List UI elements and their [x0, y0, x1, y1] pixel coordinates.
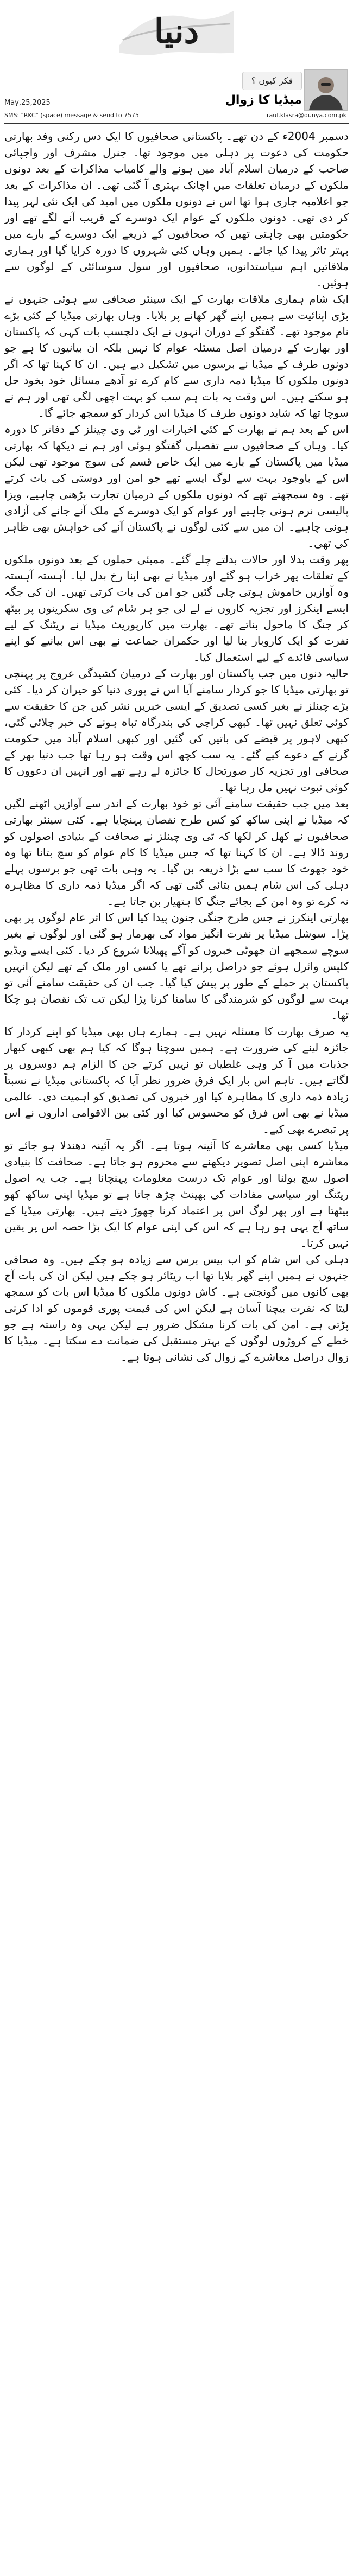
author-email: rauf.klasra@dunya.com.pk [267, 112, 346, 119]
masthead-title: دنیا [154, 11, 199, 51]
article-paragraph: بھارتی اینکرز نے جس طرح جنگی جنون پیدا کیا اس کا اثر عام لوگوں پر بھی پڑا۔ سوشل میڈیا پر نفرت انگیز مواد کی بھرمار ہو گئی اور لوگوں نے بغیر سوچے سمجھے ان جھوٹی خبروں کو آگے پھیلانا شروع کر دیا۔ کئی ایسے ویڈیو کلپس وائرل ہوئے جو دراصل پرانے تھے یا کسی اور ملک کے تھے لیکن انہیں پاکستان پر حملے کے طور پر پیش کیا گیا۔ جب ان کی حقیقت سامنے آئی تو بہت سے لوگوں کو شرمندگی کا سامنا کرنا پڑا لیکن تب تک نقصان ہو چکا تھا۔ [4, 911, 349, 1022]
article-paragraph: اس کے بعد ہم نے بھارت کے کئی اخبارات اور ٹی وی چینلز کے دفاتر کا دورہ کیا۔ وہاں کے صحافیوں سے تفصیلی گفتگو ہوئی اور ہم نے دیکھا کہ بھارتی میڈیا میں پاکستان کے بارے میں ایک خاص قسم کی سوچ موجود تھی لیکن اس کے باوجود بہت سے لوگ ایسے تھے جو امن اور دوستی کی بات کرتے تھے۔ وہ سمجھتے تھے کہ دونوں ملکوں کے درمیان تجارت بڑھنی چاہیے، ویزا پالیسی نرم ہونی چاہیے اور عوام کو ایک دوسرے کے ملک آنے جانے کی آزادی ہونی چاہیے۔ ان میں سے کئی لوگوں نے پاکستان آنے کی خواہش بھی ظاہر کی تھی۔ [4, 423, 349, 550]
column-title: میڈیا کا زوال [225, 93, 302, 107]
column-tag: فکر کیوں ؟ [242, 72, 302, 90]
article-paragraph: حالیہ دنوں میں جب پاکستان اور بھارت کے درمیان کشیدگی عروج پر پہنچی تو بھارتی میڈیا کا جو کردار سامنے آیا اس نے پوری دنیا کو حیران کر دیا۔ کئی بڑے چینلز نے بغیر کسی تصدیق کے ایسی خبریں نشر کیں جن کا حقیقت سے کوئی تعلق نہیں تھا۔ کبھی کراچی کی بندرگاہ تباہ ہونے کی خبر چلائی گئی، کبھی لاہور پر قبضے کی باتیں کی گئیں اور کبھی اسلام آباد میں حکومت گرنے کے دعوے کیے گئے۔ یہ سب کچھ اس وقت ہو رہا تھا جب دنیا بھر کے صحافی اور تجزیہ کار صورتحال کا جائزہ لے رہے تھے اور انہیں ان دعووں کا کوئی ثبوت نہیں مل رہا تھا۔ [4, 667, 349, 794]
masthead-logo [109, 3, 244, 62]
article-paragraph: یہ صرف بھارت کا مسئلہ نہیں ہے۔ ہمارے ہاں بھی میڈیا کو اپنے کردار کا جائزہ لینے کی ضرورت ہے۔ ہمیں سوچنا ہوگا کہ کیا ہم بھی کبھی کبھار جذبات میں آ کر وہی غلطیاں تو نہیں کرتے جن کا الزام ہم دوسروں پر لگاتے ہیں۔ تاہم اس بار ایک فرق ضرور نظر آیا کہ پاکستانی میڈیا نے نسبتاً زیادہ ذمہ داری کا مظاہرہ کیا اور خبروں کی تصدیق کو اہمیت دی۔ عالمی میڈیا نے بھی اس فرق کو محسوس کیا اور کئی بین الاقوامی اداروں نے اس پر تبصرے بھی کیے۔ [4, 1025, 349, 1136]
article-paragraph: ایک شام ہماری ملاقات بھارت کے ایک سینئر صحافی سے ہوئی جنہوں نے بڑی اپنائیت سے ہمیں اپنے گھر کھانے پر بلایا۔ وہاں بھارتی میڈیا کے کئی بڑے نام موجود تھے۔ گفتگو کے دوران انہوں نے ایک دلچسپ بات کہی کہ پاکستان اور بھارت کے درمیان اصل مسئلہ عوام کا نہیں بلکہ ان بیانیوں کا ہے جو دونوں طرف کے میڈیا نے برسوں میں تشکیل دیے ہیں۔ ان کا کہنا تھا کہ اگر دونوں ملکوں کا میڈیا ذمہ داری سے کام کرے تو آدھے مسائل خود بخود حل ہو سکتے ہیں۔ اس وقت یہ بات ہم سب کو بہت اچھی لگی تھی اور ہم نے سوچا تھا کہ شاید دونوں طرف کا میڈیا اس کردار کو سمجھ جائے گا۔ [4, 292, 349, 419]
author-avatar [304, 69, 348, 111]
author-portrait-icon [305, 70, 347, 110]
article-paragraph: دسمبر 2004ء کے دن تھے۔ پاکستانی صحافیوں کا ایک دس رکنی وفد بھارتی حکومت کی دعوت پر دہلی میں موجود تھا۔ جنرل مشرف اور واجپائی صاحب کے درمیان اسلام آباد میں ہونے والے کامیاب مذاکرات کے بعد دونوں ملکوں کے درمیان تعلقات میں اچانک بہتری آ گئی تھی۔ ان مذاکرات کے بعد جو اعلامیہ جاری ہوا تھا اس نے دونوں ملکوں میں امید کی ایک نئی لہر پیدا کر دی تھی۔ دونوں ملکوں کے عوام ایک دوسرے کے قریب آنے لگے تھے اور حکومتیں بھی چاہتی تھیں کہ صحافیوں کے ذریعے ایک دوسرے کے بارے میں بہتر تاثر پیدا کیا جائے۔ ہمیں وہاں کئی شہروں کا دورہ کرایا گیا اور ہماری ملاقاتیں اہم سیاستدانوں، صحافیوں اور سول سوسائٹی کے لوگوں سے ہوئیں۔ [4, 130, 349, 289]
article-paragraph: میڈیا کسی بھی معاشرے کا آئینہ ہوتا ہے۔ اگر یہ آئینہ دھندلا ہو جائے تو معاشرہ اپنی اصل تصویر دیکھنے سے محروم ہو جاتا ہے۔ صحافت کا بنیادی اصول سچ بولنا اور عوام تک درست معلومات پہنچانا ہے۔ جب یہ اصول ریٹنگ اور سیاسی مفادات کی بھینٹ چڑھ جاتا ہے تو میڈیا اپنی ساکھ کھو بیٹھتا ہے اور پھر لوگ اس پر اعتماد کرنا چھوڑ دیتے ہیں۔ بھارتی میڈیا کے ساتھ آج یہی ہو رہا ہے کہ اس کی اپنی عوام کا ایک بڑا حصہ اس پر یقین نہیں کرتا۔ [4, 1139, 349, 1249]
header-divider [4, 123, 349, 124]
article-paragraph: دہلی کی اس شام کو اب بیس برس سے زیادہ ہو چکے ہیں۔ وہ صحافی جنہوں نے ہمیں اپنے گھر بلایا تھا اب ریٹائر ہو چکے ہیں لیکن ان کی بات آج بھی کانوں میں گونجتی ہے۔ کاش دونوں ملکوں کا میڈیا اس بات کو سمجھ لیتا کہ نفرت بیچنا آسان ہے لیکن اس کی قیمت پوری قوموں کو ادا کرنی پڑتی ہے۔ امن کی بات کرنا مشکل ضرور ہے لیکن یہی وہ راستہ ہے جو خطے کے کروڑوں لوگوں کے بہتر مستقبل کی ضمانت دے سکتا ہے۔ میڈیا کا زوال دراصل معاشرے کے زوال کی نشانی ہوتا ہے۔ [4, 1253, 349, 1363]
sms-instructions: SMS: "RKC" (space) message & send to 7575 [4, 112, 140, 119]
publish-date: May,25,2025 [4, 99, 51, 107]
article-paragraph: بعد میں جب حقیقت سامنے آئی تو خود بھارت کے اندر سے آوازیں اٹھنے لگیں کہ میڈیا نے اپنی ساکھ کو کس طرح نقصان پہنچایا ہے۔ کئی سینئر بھارتی صحافیوں نے کھل کر لکھا کہ ٹی وی چینلز نے صحافت کے بنیادی اصولوں کو روند ڈالا ہے۔ ان کا کہنا تھا کہ جس میڈیا کا کام عوام کو سچ بتانا تھا وہ خود جھوٹ کا سب سے بڑا ذریعہ بن گیا۔ یہ وہی بات تھی جو برسوں پہلے دہلی کی اس شام ہمیں بتائی گئی تھی کہ اگر میڈیا ذمہ داری کا مظاہرہ نہ کرے تو وہ امن کے بجائے جنگ کا ہتھیار بن جاتا ہے۔ [4, 797, 349, 908]
article-paragraph: پھر وقت بدلا اور حالات بدلتے چلے گئے۔ ممبئی حملوں کے بعد دونوں ملکوں کے تعلقات پھر خراب ہو گئے اور میڈیا نے بھی اپنا رخ بدل لیا۔ آہستہ آہستہ وہ آوازیں خاموش ہوتی چلی گئیں جو امن کی بات کرتی تھیں۔ ان کی جگہ ایسے اینکرز اور تجزیہ کاروں نے لے لی جو ہر شام ٹی وی سکرینوں پر بیٹھ کر جنگ کا ماحول بناتے تھے۔ بھارت میں کارپوریٹ میڈیا نے ریٹنگ کے لیے نفرت کو ایک کاروبار بنا لیا اور حکمران جماعت نے بھی اس بیانیے کو اپنے سیاسی فائدے کے لیے استعمال کیا۔ [4, 553, 349, 664]
article-body [4, 128, 349, 1365]
